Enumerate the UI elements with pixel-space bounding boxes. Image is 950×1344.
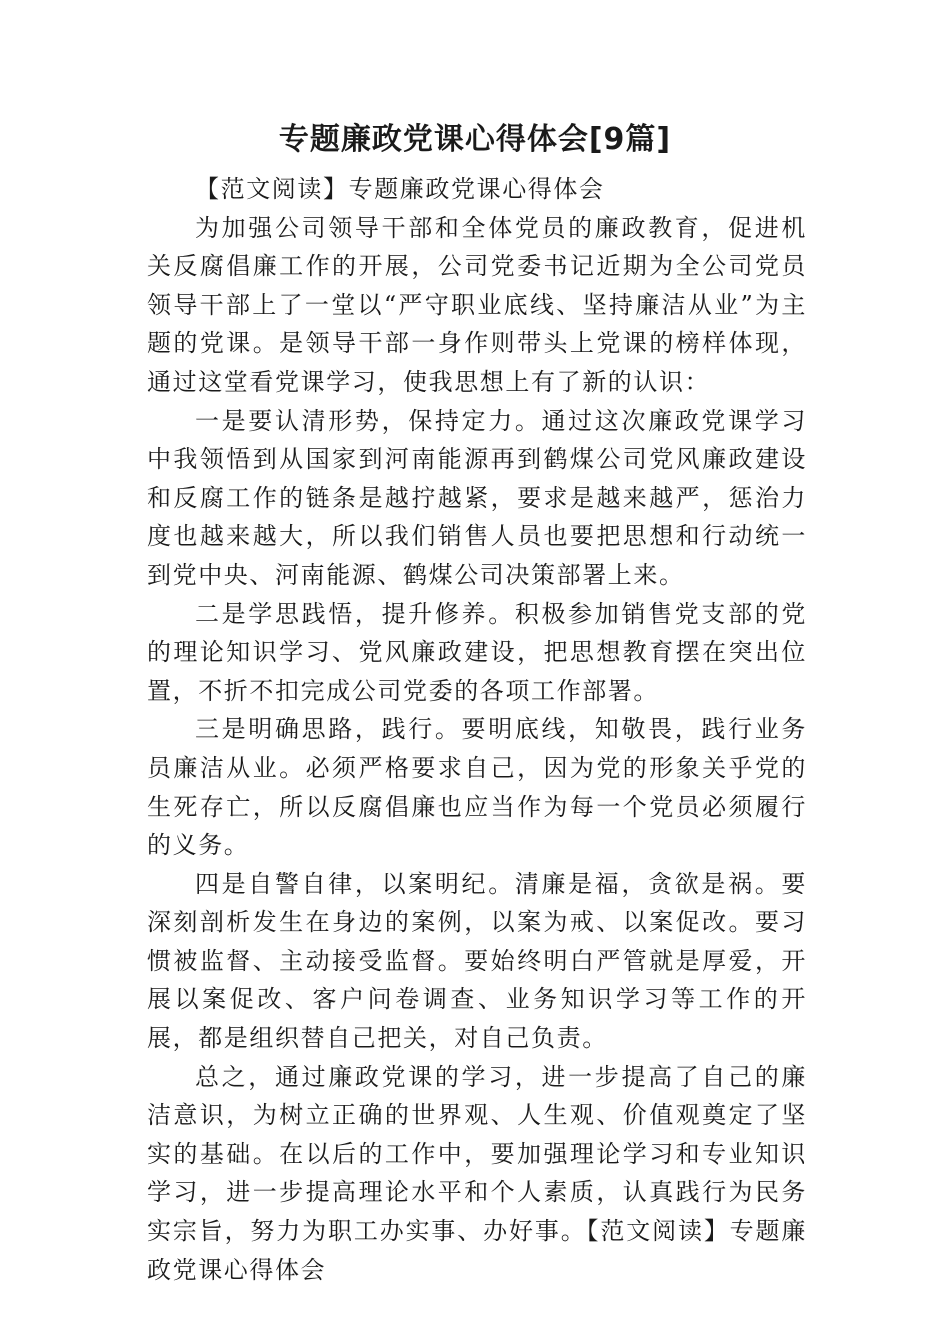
paragraph-intro: 为加强公司领导干部和全体党员的廉政教育，促进机关反腐倡廉工作的开展，公司党委书记近期为全公司党员领导干部上了一堂以“严守职业底线、坚持廉洁从业”为主题的党课。是领导干部一身作则带头上党课的榜样体现，通过这堂看党课学习，使我思想上有了新的认识： (147, 213, 807, 396)
section-heading: 【范文阅读】专题廉政党课心得体会 (195, 175, 605, 203)
paragraph-conclusion: 总之，通过廉政党课的学习，进一步提高了自己的廉洁意识，为树立正确的世界观、人生观、价值观奠定了坚实的基础。在以后的工作中，要加强理论学习和专业知识学习，进一步提高理论水平和个人素质，认真践行为民务实宗旨，努力为职工办实事、办好事。【范文阅读】专题廉政党课心得体会 (147, 1062, 807, 1284)
paragraph-point-1: 一是要认清形势，保持定力。通过这次廉政党课学习中我领悟到从国家到河南能源再到鹤煤公司党风廉政建设和反腐工作的链条是越拧越紧，要求是越来越严，惩治力度也越来越大，所以我们销售人员也要把思想和行动统一到党中央、河南能源、鹤煤公司决策部署上来。 (147, 406, 807, 589)
paragraph-point-4: 四是自警自律，以案明纪。清廉是福，贪欲是祸。要深刻剖析发生在身边的案例，以案为戒、以案促改。要习惯被监督、主动接受监督。要始终明白严管就是厚爱，开展以案促改、客户问卷调查、业务知识学习等工作的开展，都是组织替自己把关，对自己负责。 (147, 869, 807, 1053)
document-title: 专题廉政党课心得体会[9篇] (278, 122, 672, 157)
document-body (147, 170, 807, 1289)
paragraph-point-2: 二是学思践悟，提升修养。积极参加销售党支部的党的理论知识学习、党风廉政建设，把思想教育摆在突出位置，不折不扣完成公司党委的各项工作部署。 (147, 599, 807, 705)
paragraph-point-3: 三是明确思路，践行。要明底线，知敬畏，践行业务员廉洁从业。必须严格要求自己，因为党的形象关乎党的生死存亡，所以反腐倡廉也应当作为每一个党员必须履行的义务。 (147, 715, 807, 860)
